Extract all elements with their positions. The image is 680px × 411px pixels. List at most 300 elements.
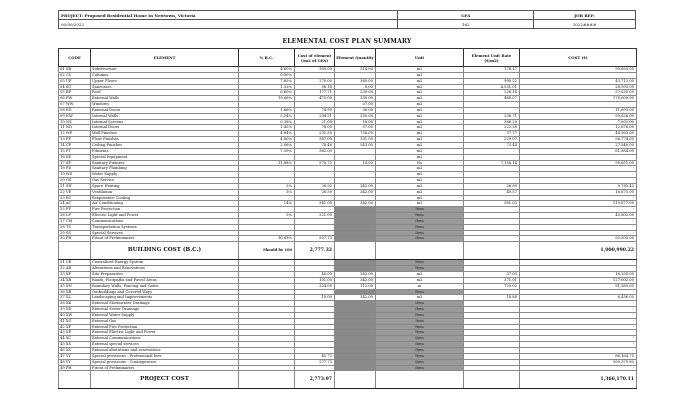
project-cost-row bbox=[59, 371, 637, 389]
cell-unit: m2 bbox=[376, 72, 464, 78]
cell-element: External Stormwater Drainage bbox=[91, 301, 239, 307]
cell-unit: Item bbox=[376, 359, 464, 365]
cell-unit: m2 bbox=[376, 189, 464, 195]
cell-qty: 342.00 bbox=[335, 201, 376, 207]
cell-code: 21 SH bbox=[59, 183, 91, 189]
cell-code: 23 EC bbox=[59, 195, 91, 201]
cell-code: 01 SB bbox=[59, 67, 91, 73]
cell-pct: 0.38% bbox=[239, 119, 295, 125]
cell-code: 36 XB bbox=[59, 289, 91, 295]
cell-element: Fitout of Preliminaries bbox=[91, 365, 239, 371]
cell-rate: 366.20 bbox=[464, 119, 520, 125]
cell-cpm: 341.00 bbox=[295, 201, 335, 207]
cell-code: 20 GS bbox=[59, 178, 91, 184]
cell-unit: Item bbox=[376, 330, 464, 336]
building-cost-label: BUILDING COST (B.C.) bbox=[91, 242, 239, 260]
cell-cpm: 277.73 bbox=[295, 359, 335, 365]
cell-cost: 45,802.00 bbox=[520, 213, 637, 219]
cell-code: 31 CE bbox=[59, 260, 91, 266]
cell-element: Alterations and Renovations bbox=[91, 266, 239, 272]
cell-cpm: 270.00 bbox=[295, 78, 335, 84]
cell-cost: - bbox=[520, 172, 637, 178]
cell-code: 49 PR bbox=[59, 365, 91, 371]
cell-cpm: 56.18 bbox=[295, 84, 335, 90]
cell-cost: 61,884.00 bbox=[520, 148, 637, 154]
gfa-label: GFA bbox=[398, 11, 534, 20]
cell-cost: 99,826.00 bbox=[520, 113, 637, 119]
cell-code: 32 AR bbox=[59, 266, 91, 272]
cell-code: 44 XC bbox=[59, 336, 91, 342]
cell-unit: m2 bbox=[376, 125, 464, 131]
cell-unit: Item bbox=[376, 336, 464, 342]
cell-qty: 255.00 bbox=[335, 113, 376, 119]
cell-cost: 127,002.00 bbox=[520, 277, 637, 283]
cell-element: Wall Finishes bbox=[91, 131, 239, 137]
cell-code: 40 XW bbox=[59, 312, 91, 318]
cell-cost: - bbox=[520, 330, 637, 336]
cell-element: External Communications bbox=[91, 336, 239, 342]
cell-cpm: 294.51 bbox=[295, 113, 335, 119]
cell-element: Landscaping and Improvements bbox=[91, 295, 239, 301]
cell-code: 42 XF bbox=[59, 324, 91, 330]
cell-rate: 371.01 bbox=[464, 277, 520, 283]
cell-cost: - bbox=[520, 365, 637, 371]
cell-rate: 57.77 bbox=[464, 131, 520, 137]
cell-cost: 119,877.00 bbox=[520, 201, 637, 207]
building-cost-per-m2: 2,777.32 bbox=[295, 242, 335, 260]
cell-unit: Item bbox=[376, 353, 464, 359]
cell-code: 41 XG bbox=[59, 318, 91, 324]
cell-cost: 43,713.00 bbox=[520, 78, 637, 84]
cell-rate: 729.02 bbox=[464, 283, 520, 289]
cost-plan-sheet bbox=[58, 10, 636, 389]
cell-qty: 331.00 bbox=[335, 137, 376, 143]
cell-cpm: 177.71 bbox=[295, 90, 335, 96]
cell-cost: 28,995.00 bbox=[520, 84, 637, 90]
cell-cost: 7,602.00 bbox=[520, 119, 637, 125]
cell-unit: Item bbox=[376, 230, 464, 236]
cell-unit: Item bbox=[376, 266, 464, 272]
element-rows-external bbox=[59, 260, 637, 371]
cell-code: 02 CL bbox=[59, 72, 91, 78]
cell-element: Fire Protection bbox=[91, 207, 239, 213]
cell-code: 08 ED bbox=[59, 107, 91, 113]
cell-cost: - bbox=[520, 347, 637, 353]
cell-cost: 48,563.00 bbox=[520, 131, 637, 137]
cell-element: Communications bbox=[91, 218, 239, 224]
cell-element: Ceiling Finishes bbox=[91, 142, 239, 148]
cell-cpm: 74.90 bbox=[295, 107, 335, 113]
cell-cost: - bbox=[520, 324, 637, 330]
cell-code: 06 EW bbox=[59, 96, 91, 102]
cell-qty: 113.00 bbox=[335, 283, 376, 289]
cell-element: Staircases bbox=[91, 84, 239, 90]
cell-cpm: 475.00 bbox=[295, 96, 335, 102]
gfa-value: 162 bbox=[398, 20, 534, 29]
cell-unit: Item bbox=[376, 365, 464, 371]
cell-code: 46 XX bbox=[59, 347, 91, 353]
cell-cost: 9,785.42 bbox=[520, 183, 637, 189]
cell-code: 43 XE bbox=[59, 330, 91, 336]
cell-unit: m2 bbox=[376, 96, 464, 102]
cell-element: Upper Floors bbox=[91, 78, 239, 84]
cell-cost: - bbox=[520, 260, 637, 266]
cell-unit: Item bbox=[376, 318, 464, 324]
cell-code: 16 SE bbox=[59, 154, 91, 160]
cell-pct: 5% bbox=[239, 189, 295, 195]
cell-code: 35 XN bbox=[59, 283, 91, 289]
cell-unit: m2 bbox=[376, 154, 464, 160]
cell-unit: Item bbox=[376, 224, 464, 230]
cell-element: Outbuildings and Covered Ways bbox=[91, 289, 239, 295]
cell-unit: m2 bbox=[376, 148, 464, 154]
cell-cost: - bbox=[520, 289, 637, 295]
col-cost-per-m2: Cost of element (/m2 of GFA) bbox=[295, 49, 335, 67]
cell-pct: 3% bbox=[239, 183, 295, 189]
cell-rate: 26.90 bbox=[464, 183, 520, 189]
cell-element: Boundary Walls, Fencing and Gates bbox=[91, 283, 239, 289]
cell-cpm: 26.50 bbox=[295, 189, 335, 195]
cell-unit: m bbox=[376, 283, 464, 289]
project-cost-total: 1,366,170.11 bbox=[520, 371, 637, 389]
cell-unit: Item bbox=[376, 347, 464, 353]
cell-cost: 100,379.82 bbox=[520, 359, 637, 365]
cell-rate: 561.03 bbox=[464, 201, 520, 207]
cell-qty: 342.00 bbox=[335, 189, 376, 195]
cell-cost: 6,456.00 bbox=[520, 295, 637, 301]
cell-element: Special provisions - Contingencies bbox=[91, 359, 239, 365]
cell-code: 17 SF bbox=[59, 160, 91, 166]
cell-unit: Item bbox=[376, 312, 464, 318]
cell-element: Fitments bbox=[91, 148, 239, 154]
cell-element: Special Services bbox=[91, 230, 239, 236]
cell-rate: 229.07 bbox=[464, 137, 520, 143]
cell-unit: Item bbox=[376, 218, 464, 224]
cell-cpm: 382.00 bbox=[295, 148, 335, 154]
cell-element: External Gas bbox=[91, 318, 239, 324]
cell-cpm: 369.00 bbox=[295, 67, 335, 73]
cell-cost: - bbox=[520, 266, 637, 272]
cell-element: Floor Finishes bbox=[91, 137, 239, 143]
cell-code: 24 AC bbox=[59, 201, 91, 207]
cell-unit: m2 bbox=[376, 78, 464, 84]
cell-rate: 468.07 bbox=[464, 96, 520, 102]
cell-unit: m2 bbox=[376, 137, 464, 143]
cell-cost: - bbox=[520, 230, 637, 236]
cell-cost: - bbox=[520, 218, 637, 224]
cell-element: Space Heating bbox=[91, 183, 239, 189]
cell-element: Internal Doors bbox=[91, 125, 239, 131]
cell-code: 10 NS bbox=[59, 119, 91, 125]
cell-code: 39 XD bbox=[59, 307, 91, 313]
cell-element: Roof bbox=[91, 90, 239, 96]
cell-cpm: 224.00 bbox=[295, 283, 335, 289]
cell-rate: 49.57 bbox=[464, 189, 520, 195]
cell-code: 07 WW bbox=[59, 102, 91, 108]
cell-code: 04 SC bbox=[59, 84, 91, 90]
cell-element: Ventilation bbox=[91, 189, 239, 195]
cell-code: 19 WS bbox=[59, 172, 91, 178]
cell-element: Sanitary Fixtures bbox=[91, 160, 239, 166]
cell-element: Special provisions - Professional fees bbox=[91, 353, 239, 359]
cell-code: 26 LP bbox=[59, 213, 91, 219]
cell-pct: 19.66% bbox=[239, 96, 295, 102]
cell-code: 47 YY bbox=[59, 353, 91, 359]
cell-unit: m2 bbox=[376, 119, 464, 125]
cell-element: External Electric Light and Power bbox=[91, 330, 239, 336]
cell-unit: Item bbox=[376, 342, 464, 348]
building-cost-pct: Should be 100 bbox=[239, 242, 295, 260]
cell-unit: Item bbox=[376, 260, 464, 266]
cell-code: 15 FT bbox=[59, 148, 91, 154]
cell-cost: 12,676.00 bbox=[520, 125, 637, 131]
cell-code: 37 XL bbox=[59, 295, 91, 301]
cell-cost: - bbox=[520, 178, 637, 184]
cell-unit: Item bbox=[376, 307, 464, 313]
cell-code: 12 WF bbox=[59, 131, 91, 137]
cell-rate: 7,156.14 bbox=[464, 160, 520, 166]
cell-unit: m2 bbox=[376, 295, 464, 301]
cell-pct: 11.88% bbox=[239, 160, 295, 166]
cell-element: Air Conditioning bbox=[91, 201, 239, 207]
cell-cost: - bbox=[520, 336, 637, 342]
col-unit: Unit bbox=[376, 49, 464, 67]
cell-pct: 4.84% bbox=[239, 131, 295, 137]
cell-cost: - bbox=[520, 307, 637, 313]
cell-code: 18 PD bbox=[59, 166, 91, 172]
cell-cost: - bbox=[520, 312, 637, 318]
cell-code: 48 YY bbox=[59, 359, 91, 365]
cell-element: Centralised Energy System bbox=[91, 260, 239, 266]
project-cost-per-m2: 2,773.97 bbox=[295, 371, 335, 389]
cell-unit: m2 bbox=[376, 277, 464, 283]
cell-code: 29 SS bbox=[59, 230, 91, 236]
cell-qty: 350.00 bbox=[335, 96, 376, 102]
cell-unit: Item bbox=[376, 207, 464, 213]
cell-rate: 176.17 bbox=[464, 67, 520, 73]
cell-pct: 0.00% bbox=[239, 72, 295, 78]
cell-unit: m2 bbox=[376, 166, 464, 172]
cell-cpm: 26.92 bbox=[295, 183, 335, 189]
cell-unit: m2 bbox=[376, 183, 464, 189]
cell-unit: m2 bbox=[376, 272, 464, 278]
cell-cost: 56,774.00 bbox=[520, 137, 637, 143]
project-cost-label: PROJECT COST bbox=[91, 371, 239, 389]
cell-rate: 73.44 bbox=[464, 142, 520, 148]
cell-unit: Item bbox=[376, 324, 464, 330]
col-cost: COST ($) bbox=[520, 49, 637, 67]
cell-qty: 314.00 bbox=[335, 67, 376, 73]
cell-qty: 543.00 bbox=[335, 272, 376, 278]
col-code: CODE bbox=[59, 49, 91, 67]
cell-element: Substructure bbox=[91, 67, 239, 73]
cell-cost: 57,035.00 bbox=[520, 90, 637, 96]
cell-pct: 10.83% bbox=[239, 236, 295, 242]
cell-code: 34 XR bbox=[59, 277, 91, 283]
building-cost-row bbox=[59, 242, 637, 260]
cell-cost: 16,250.00 bbox=[520, 272, 637, 278]
col-pct-bc: % B.C. bbox=[239, 49, 295, 67]
cell-code: 05 RF bbox=[59, 90, 91, 96]
element-rows-building bbox=[59, 67, 637, 242]
cell-element: External Sewer Drainage bbox=[91, 307, 239, 313]
cell-cpm: 78.00 bbox=[295, 125, 335, 131]
cell-element: Windows bbox=[91, 102, 239, 108]
cell-code: 27 CM bbox=[59, 218, 91, 224]
cell-pct: 5% bbox=[239, 213, 295, 219]
cell-pct: 1.32% bbox=[239, 84, 295, 90]
cost-plan-table bbox=[58, 48, 637, 389]
cell-unit: Item bbox=[376, 236, 464, 242]
cell-element: Electric Light and Power bbox=[91, 213, 239, 219]
cell-code: 14 CF bbox=[59, 142, 91, 148]
cell-code: 11 ND bbox=[59, 125, 91, 131]
cell-unit: m2 bbox=[376, 201, 464, 207]
cell-cost: 11,695.00 bbox=[520, 107, 637, 113]
cell-pct: 6.60% bbox=[239, 90, 295, 96]
cell-code: 13 FF bbox=[59, 137, 91, 143]
cell-cpm: 221.00 bbox=[295, 213, 335, 219]
cell-qty: 14.00 bbox=[335, 160, 376, 166]
cell-pct: 14% bbox=[239, 201, 295, 207]
cell-code: 25 FP bbox=[59, 207, 91, 213]
cell-code: 30 PR bbox=[59, 236, 91, 242]
page-title: ELEMENTAL COST PLAN SUMMARY bbox=[282, 38, 412, 45]
cell-cpm: 231.50 bbox=[295, 131, 335, 137]
cell-pct: 4.80% bbox=[239, 137, 295, 143]
cell-unit: m2 bbox=[376, 67, 464, 73]
cell-pct: 5.54% bbox=[239, 113, 295, 119]
cell-unit: m2 bbox=[376, 172, 464, 178]
project-header bbox=[58, 10, 636, 29]
cell-code: 28 TS bbox=[59, 224, 91, 230]
cell-cpm: 507.73 bbox=[295, 236, 335, 242]
project-date: 00/00/2022 bbox=[59, 20, 398, 29]
cell-pct: 4.60% bbox=[239, 67, 295, 73]
cell-rate: 222.38 bbox=[464, 125, 520, 131]
cell-cost: - bbox=[520, 301, 637, 307]
col-element: ELEMENT bbox=[91, 49, 239, 67]
cell-qty: 360.00 bbox=[335, 78, 376, 84]
cell-element: Water Supply bbox=[91, 172, 239, 178]
cell-element: Special Equipment bbox=[91, 154, 239, 160]
cell-element: External special services bbox=[91, 342, 239, 348]
cell-cpm: 101.00 bbox=[295, 277, 335, 283]
cell-element: Gas Service bbox=[91, 178, 239, 184]
cell-element: External Walls bbox=[91, 96, 239, 102]
cell-unit: m2 bbox=[376, 102, 464, 108]
cell-cost: - bbox=[520, 207, 637, 213]
cell-cost: - bbox=[520, 166, 637, 172]
col-element-qty: Element Quantity bbox=[335, 49, 376, 67]
cell-element: Evaporative Cooling bbox=[91, 195, 239, 201]
cell-element: Roads, Footpaths and Paved Areas bbox=[91, 277, 239, 283]
cell-element: Columns bbox=[91, 72, 239, 78]
cell-element: Transportation Systems bbox=[91, 224, 239, 230]
cell-element: External alterations and renovations bbox=[91, 347, 239, 353]
cell-cpm: 19.00 bbox=[295, 295, 335, 301]
cell-unit: m2 bbox=[376, 142, 464, 148]
cell-unit: m2 bbox=[376, 195, 464, 201]
cell-pct: 2.06% bbox=[239, 142, 295, 148]
cell-qty: 758.00 bbox=[335, 131, 376, 137]
cell-cost: 81,589.00 bbox=[520, 283, 637, 289]
cell-qty: 36.00 bbox=[335, 107, 376, 113]
cell-unit: m2 bbox=[376, 90, 464, 96]
cell-cost: 170,000.00 bbox=[520, 96, 637, 102]
cell-pct: 1.66% bbox=[239, 107, 295, 113]
cell-qty: 543.00 bbox=[335, 142, 376, 148]
cell-qty: 342.00 bbox=[335, 183, 376, 189]
job-ref-value: 2022#### bbox=[534, 20, 636, 29]
cell-unit: No bbox=[376, 160, 464, 166]
cell-element: Fitout of Preliminaries bbox=[91, 236, 239, 242]
cell-rate: 4,531.01 bbox=[464, 84, 520, 90]
cell-unit: m2 bbox=[376, 113, 464, 119]
cell-element: External Doors bbox=[91, 107, 239, 113]
cell-qty: 8.00 bbox=[335, 84, 376, 90]
cell-unit: Item bbox=[376, 213, 464, 219]
cell-unit: Item bbox=[376, 301, 464, 307]
cell-rate: 226.14 bbox=[464, 90, 520, 96]
col-unit-rate: Element Unit Rate ($/m2) bbox=[464, 49, 520, 67]
cell-code: 38 XK bbox=[59, 301, 91, 307]
cell-cost: 93,500.00 bbox=[520, 236, 637, 242]
cell-qty: 16.00 bbox=[335, 119, 376, 125]
cell-qty: 239.00 bbox=[335, 90, 376, 96]
cell-cost: 27,540.00 bbox=[520, 142, 637, 148]
cell-cpm: 40.00 bbox=[295, 272, 335, 278]
cell-rate: 37.03 bbox=[464, 272, 520, 278]
cell-element: Sanitary Plumbing bbox=[91, 166, 239, 172]
cell-code: 03 UF bbox=[59, 78, 91, 84]
cell-code: 45 XS bbox=[59, 342, 91, 348]
cell-cost: - bbox=[520, 224, 637, 230]
building-cost-total: 1,000,990.22 bbox=[520, 242, 637, 260]
cell-cpm: 78.46 bbox=[295, 142, 335, 148]
cell-code: 09 NW bbox=[59, 113, 91, 119]
cell-cost: - bbox=[520, 342, 637, 348]
cell-qty: 57.00 bbox=[335, 125, 376, 131]
cell-cpm: 21.08 bbox=[295, 119, 335, 125]
cell-cpm: 575.75 bbox=[295, 160, 335, 166]
cell-cpm: 387.00 bbox=[295, 137, 335, 143]
project-label: PROJECT: Proposed Residential Home In Newtown, Victoria bbox=[59, 11, 398, 20]
cell-pct: 7.39% bbox=[239, 148, 295, 154]
cell-code: 33 XP bbox=[59, 272, 91, 278]
cell-element: Internal Walls bbox=[91, 113, 239, 119]
cell-unit: m2 bbox=[376, 131, 464, 137]
cell-cost: 59,650.00 bbox=[520, 67, 637, 73]
cell-cpm: 45.72 bbox=[295, 353, 335, 359]
cell-rate: 236.71 bbox=[464, 113, 520, 119]
cell-cost: - bbox=[520, 195, 637, 201]
cell-cost: - bbox=[520, 318, 637, 324]
cell-unit: Item bbox=[376, 289, 464, 295]
cell-rate: 990.22 bbox=[464, 78, 520, 84]
cell-rate: 18.88 bbox=[464, 295, 520, 301]
cell-element: External Water Supply bbox=[91, 312, 239, 318]
job-ref-label: JOB REF: bbox=[534, 11, 636, 20]
cell-code: 22 VE bbox=[59, 189, 91, 195]
table-header-row bbox=[59, 49, 637, 67]
cell-cost: 99,651.00 bbox=[520, 160, 637, 166]
cell-unit: m2 bbox=[376, 107, 464, 113]
cell-qty: 342.00 bbox=[335, 295, 376, 301]
cell-qty: 37.00 bbox=[335, 102, 376, 108]
cell-unit: m2 bbox=[376, 178, 464, 184]
cell-cost: 16,875.00 bbox=[520, 189, 637, 195]
